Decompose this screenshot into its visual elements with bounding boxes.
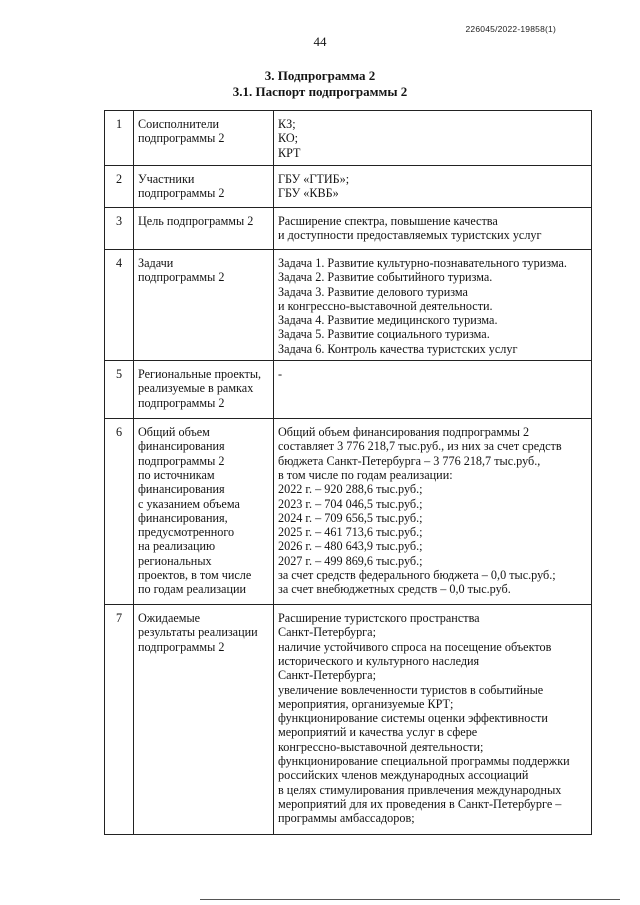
label-line: по источникам bbox=[138, 467, 215, 482]
value-line: 2023 г. – 704 046,5 тыс.руб.; bbox=[278, 496, 423, 511]
document-number: 226045/2022-19858(1) bbox=[465, 24, 556, 34]
table-row bbox=[105, 419, 592, 605]
value-line: и конгрессно-выставочной деятельности. bbox=[278, 298, 493, 313]
label-line: проектов, в том числе bbox=[138, 568, 252, 583]
value-line: конгрессно-выставочной деятельности; bbox=[278, 739, 484, 754]
value-line: КРТ bbox=[278, 145, 301, 160]
value-line: в том числе по годам реализации: bbox=[278, 467, 453, 482]
value-line: российских членов международных ассоциаций bbox=[278, 768, 529, 783]
table-row bbox=[105, 605, 592, 835]
label-line: предусмотренного bbox=[138, 525, 235, 540]
value-line: 2026 г. – 480 643,9 тыс.руб.; bbox=[278, 539, 423, 554]
row-label bbox=[134, 208, 274, 250]
value-line: 2025 г. – 461 713,6 тыс.руб.; bbox=[278, 525, 423, 540]
row-label bbox=[134, 605, 274, 835]
label-line: подпрограммы 2 bbox=[138, 639, 225, 654]
label-line: Задачи bbox=[138, 256, 174, 270]
value-line: мероприятий и качества услуг в сфере bbox=[278, 725, 478, 740]
page-number: 44 bbox=[313, 34, 327, 49]
label-line: с указанием объема bbox=[138, 496, 240, 511]
value-line: и доступности предоставляемых туристских услуг bbox=[278, 228, 542, 243]
row-value bbox=[274, 166, 592, 208]
row-label bbox=[134, 361, 274, 419]
passport-table bbox=[104, 110, 592, 835]
row-value bbox=[274, 250, 592, 361]
row-number: 7 bbox=[105, 605, 134, 835]
label-line: финансирования, bbox=[138, 510, 228, 525]
row-number: 2 bbox=[105, 166, 134, 208]
row-label bbox=[134, 419, 274, 605]
value-line: Задача 5. Развитие социального туризма. bbox=[278, 327, 490, 342]
label-line: Участники bbox=[138, 172, 195, 186]
label-line: подпрограммы 2 bbox=[138, 131, 225, 146]
table-row bbox=[105, 361, 592, 419]
value-line: в целях стимулирования привлечения международных bbox=[278, 782, 562, 797]
value-line: увеличение вовлеченности туристов в событийные bbox=[278, 682, 544, 697]
row-value bbox=[274, 605, 592, 835]
value-line: ГБУ «КВБ» bbox=[278, 186, 339, 201]
row-number: 4 bbox=[105, 250, 134, 361]
subsection-title: 3.1. Паспорт подпрограммы 2 bbox=[232, 84, 408, 99]
label-line: Ожидаемые bbox=[138, 611, 201, 626]
label-line: подпрограммы 2 bbox=[138, 186, 225, 201]
label-line: реализуемые в рамках bbox=[138, 381, 254, 396]
value-line: мероприятия, организуемые КРТ; bbox=[278, 696, 454, 711]
value-line: КЗ; bbox=[278, 117, 296, 131]
section-title: 3. Подпрограмма 2 bbox=[264, 68, 376, 83]
label-line: на реализацию bbox=[138, 539, 216, 554]
value-line: за счет внебюджетных средств – 0,0 тыс.руб. bbox=[278, 582, 511, 597]
value-line: Санкт-Петербурга; bbox=[278, 625, 376, 640]
value-line: Задача 1. Развитие культурно-познавательного туризма. bbox=[278, 256, 567, 270]
value-line: функционирование специальной программы поддержки bbox=[278, 754, 570, 769]
value-line: ГБУ «ГТИБ»; bbox=[278, 172, 350, 186]
label-line: Соисполнители bbox=[138, 117, 220, 131]
value-line: 2022 г. – 920 288,6 тыс.руб.; bbox=[278, 482, 423, 497]
table-row bbox=[105, 250, 592, 361]
label-line: региональных bbox=[138, 553, 212, 568]
row-label bbox=[134, 111, 274, 166]
value-line: программы амбассадоров; bbox=[278, 811, 415, 826]
value-line: Задача 2. Развитие событийного туризма. bbox=[278, 270, 493, 285]
row-value bbox=[274, 419, 592, 605]
table-row bbox=[105, 166, 592, 208]
value-line: мероприятий для их проведения в Санкт-Петербурге – bbox=[278, 796, 562, 811]
label-line: Цель подпрограммы 2 bbox=[138, 214, 254, 228]
label-line: подпрограммы 2 bbox=[138, 395, 225, 410]
value-line: Общий объем финансирования подпрограммы 2 bbox=[278, 425, 530, 440]
row-value bbox=[274, 111, 592, 166]
row-number: 3 bbox=[105, 208, 134, 250]
table-row bbox=[105, 208, 592, 250]
label-line: подпрограммы 2 bbox=[138, 453, 225, 468]
row-number: 1 bbox=[105, 111, 134, 166]
label-line: финансирования bbox=[138, 482, 225, 497]
row-value bbox=[274, 361, 592, 419]
row-value bbox=[274, 208, 592, 250]
value-line: Расширение спектра, повышение качества bbox=[278, 214, 498, 228]
value-line: за счет средств федерального бюджета – 0,0 тыс.руб.; bbox=[278, 568, 556, 583]
value-line: Санкт-Петербурга; bbox=[278, 668, 376, 683]
value-line: Расширение туристского пространства bbox=[278, 611, 480, 626]
row-label bbox=[134, 250, 274, 361]
value-line: - bbox=[278, 367, 283, 382]
label-line: подпрограммы 2 bbox=[138, 270, 225, 285]
label-line: финансирования bbox=[138, 439, 225, 454]
value-line: функционирование системы оценки эффективности bbox=[278, 711, 548, 726]
value-line: 2024 г. – 709 656,5 тыс.руб.; bbox=[278, 510, 423, 525]
value-line: Задача 3. Развитие делового туризма bbox=[278, 284, 468, 299]
label-line: Общий объем bbox=[138, 425, 210, 440]
value-line: КО; bbox=[278, 131, 299, 146]
table-row bbox=[105, 111, 592, 166]
label-line: по годам реализации bbox=[138, 582, 247, 597]
value-line: исторического и культурного наследия bbox=[278, 653, 480, 668]
value-line: Задача 6. Контроль качества туристских услуг bbox=[278, 341, 518, 356]
row-label bbox=[134, 166, 274, 208]
row-number: 5 bbox=[105, 361, 134, 419]
row-number: 6 bbox=[105, 419, 134, 605]
page-bottom-rule bbox=[200, 899, 620, 900]
value-line: 2027 г. – 499 869,6 тыс.руб.; bbox=[278, 553, 423, 568]
label-line: результаты реализации bbox=[138, 625, 258, 640]
label-line: Региональные проекты, bbox=[138, 367, 262, 382]
value-line: бюджета Санкт-Петербурга – 3 776 218,7 тыс.руб., bbox=[278, 453, 541, 468]
value-line: составляет 3 776 218,7 тыс.руб., из них за счет средств bbox=[278, 439, 562, 454]
value-line: Задача 4. Развитие медицинского туризма. bbox=[278, 313, 498, 328]
value-line: наличие устойчивого спроса на посещение объектов bbox=[278, 639, 552, 654]
